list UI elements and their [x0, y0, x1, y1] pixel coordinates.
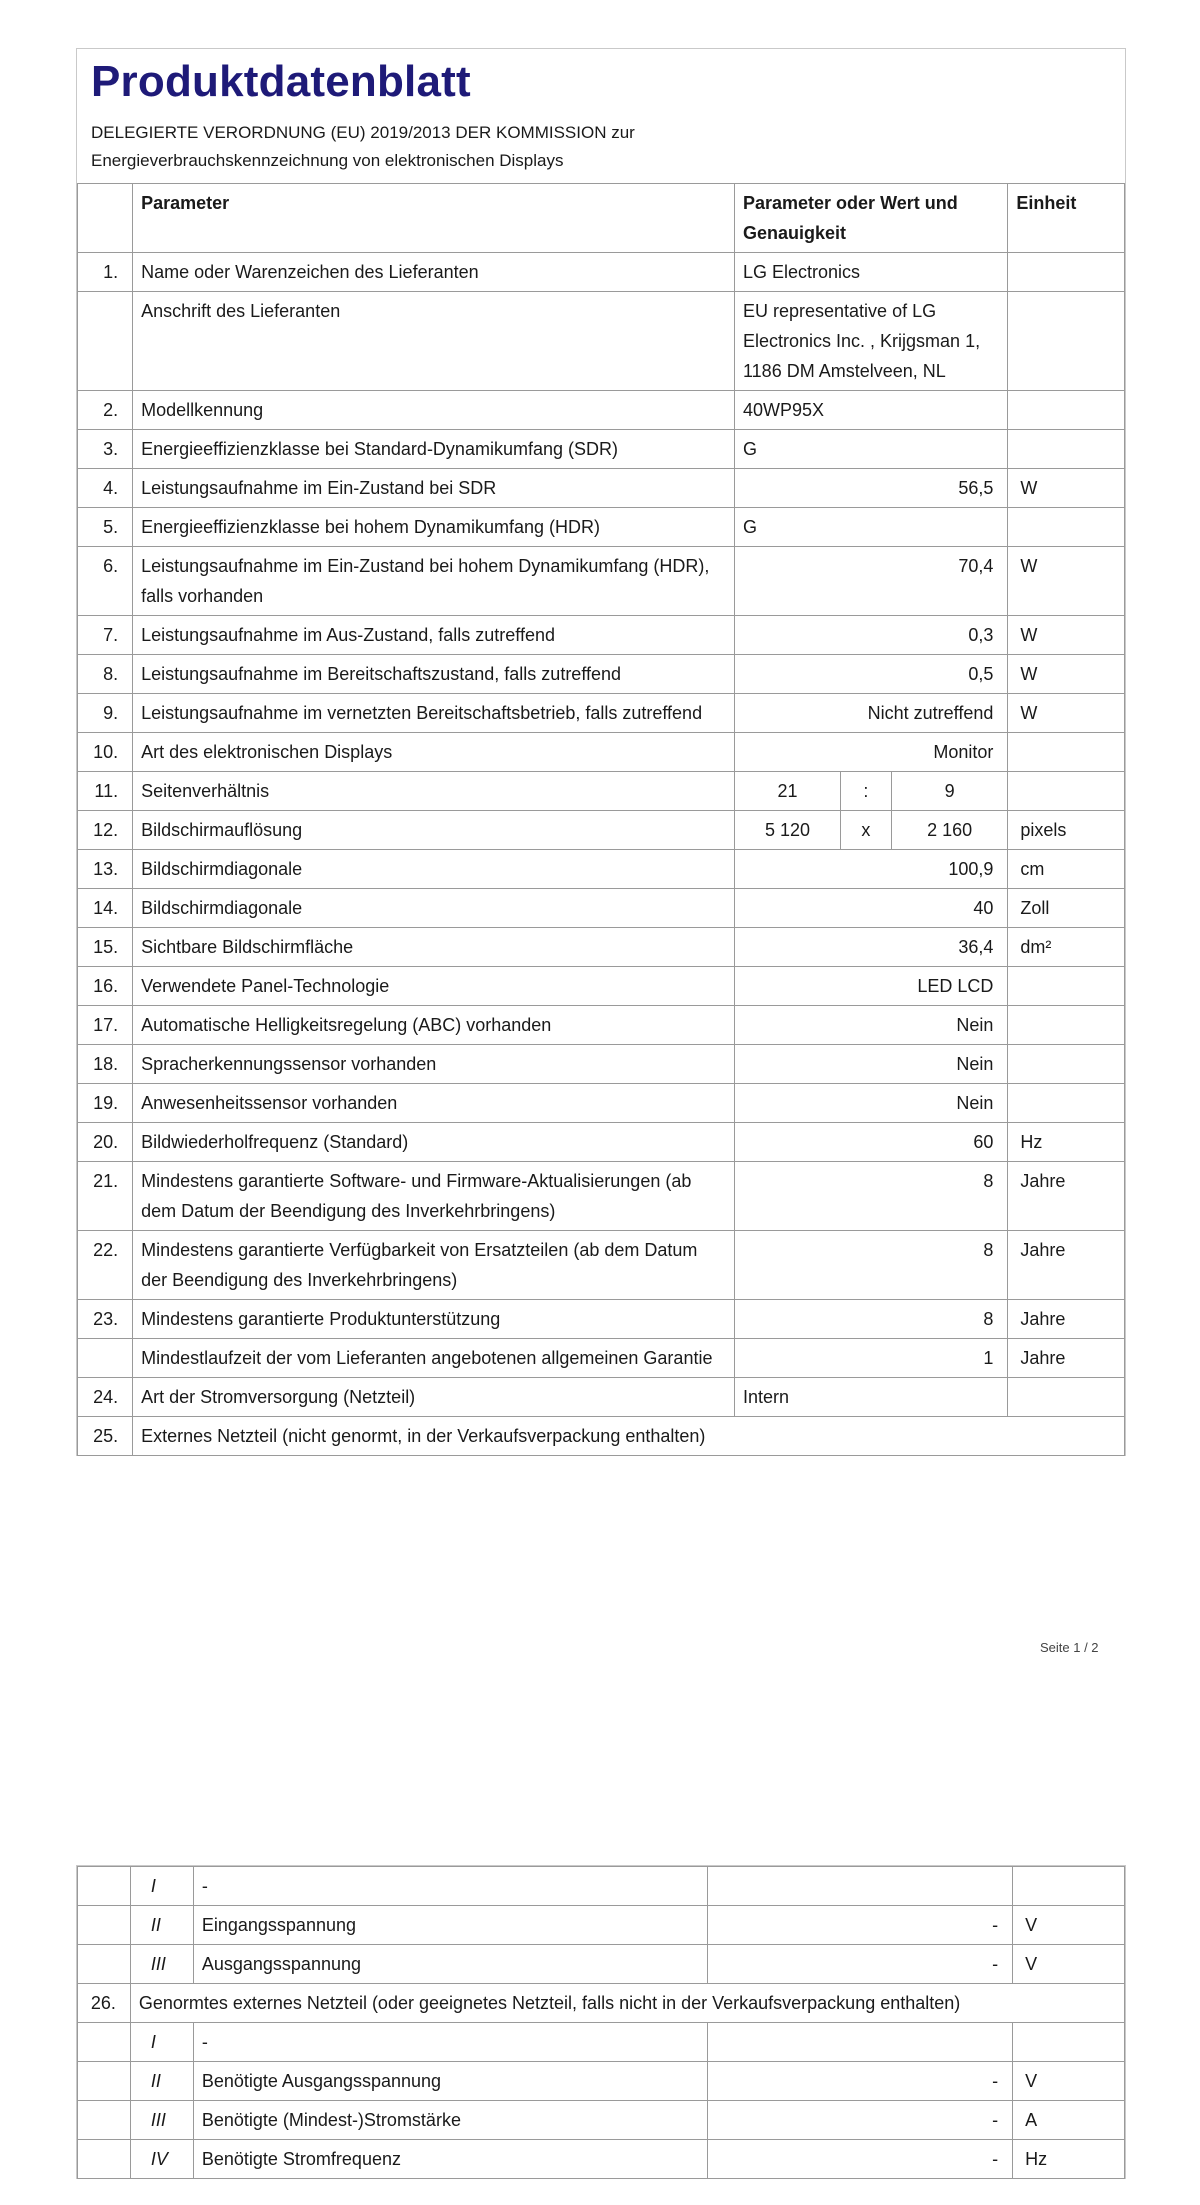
row-value: Nein [735, 1006, 1008, 1045]
row-number: 8. [78, 655, 133, 694]
resolution-width: 5 120 [735, 811, 841, 850]
table-row [78, 616, 1125, 655]
row-unit [1008, 1006, 1125, 1045]
row-number: 10. [78, 733, 133, 772]
row-parameter: Leistungsaufnahme im Aus-Zustand, falls zutreffend [133, 616, 735, 655]
row-unit [1008, 292, 1125, 391]
row-unit: W [1008, 655, 1125, 694]
row-parameter: Anschrift des Lieferanten [133, 292, 735, 391]
table-row [78, 1339, 1125, 1378]
row-parameter: Automatische Helligkeitsregelung (ABC) vorhanden [133, 1006, 735, 1045]
sub-row-label: - [193, 2023, 707, 2062]
sub-row-value: - [708, 1945, 1013, 1984]
table-row [78, 1084, 1125, 1123]
row-number: 23. [78, 1300, 133, 1339]
row-parameter: Spracherkennungssensor vorhanden [133, 1045, 735, 1084]
row-value: 56,5 [735, 469, 1008, 508]
datasheet-page-2 [76, 1865, 1126, 2179]
sub-row-label: Benötigte Ausgangsspannung [193, 2062, 707, 2101]
row-parameter: Leistungsaufnahme im Ein-Zustand bei SDR [133, 469, 735, 508]
column-header-value: Parameter oder Wert und Genauigkeit [735, 184, 1008, 253]
row-number [78, 1339, 133, 1378]
resolution-separator: x [840, 811, 891, 850]
row-parameter: Mindestens garantierte Produktunterstützung [133, 1300, 735, 1339]
aspect-width: 21 [735, 772, 841, 811]
row-number: 19. [78, 1084, 133, 1123]
sub-row-roman: I [130, 1867, 193, 1906]
row-unit: W [1008, 547, 1125, 616]
resolution-height: 2 160 [891, 811, 1008, 850]
sub-row-value: - [708, 1906, 1013, 1945]
row-parameter: Anwesenheitssensor vorhanden [133, 1084, 735, 1123]
row-number: 1. [78, 253, 133, 292]
table-row [78, 694, 1125, 733]
sub-row-label: Ausgangsspannung [193, 1945, 707, 1984]
row-value: 0,5 [735, 655, 1008, 694]
sub-row-unit: A [1013, 2101, 1125, 2140]
sub-row-value [708, 1867, 1013, 1906]
row-unit: Zoll [1008, 889, 1125, 928]
row-parameter: Sichtbare Bildschirmfläche [133, 928, 735, 967]
table-row-26: 26. Genormtes externes Netzteil (oder geeignetes Netzteil, falls nicht in der Verkaufsverpackung enthalten) [78, 1984, 1125, 2023]
row-number: 15. [78, 928, 133, 967]
row-number: 13. [78, 850, 133, 889]
sub-row-unit: V [1013, 2062, 1125, 2101]
sub-row-roman: I [130, 2023, 193, 2062]
row-parameter: Leistungsaufnahme im Bereitschaftszustand, falls zutreffend [133, 655, 735, 694]
row-parameter: Energieeffizienzklasse bei Standard-Dynamikumfang (SDR) [133, 430, 735, 469]
page-number: Seite 1 / 2 [1040, 1640, 1099, 1655]
row-value: 40WP95X [735, 391, 1008, 430]
row-value: G [735, 430, 1008, 469]
sub-row-label: Eingangsspannung [193, 1906, 707, 1945]
table-row [78, 430, 1125, 469]
table-row [78, 850, 1125, 889]
row-unit [1008, 1045, 1125, 1084]
table-header-row [78, 184, 1125, 253]
row-unit: W [1008, 616, 1125, 655]
row-number [78, 292, 133, 391]
table-row [78, 967, 1125, 1006]
sub-row [78, 1867, 1125, 1906]
row-value: 8 [735, 1162, 1008, 1231]
row-unit [1008, 967, 1125, 1006]
row-parameter: Bildwiederholfrequenz (Standard) [133, 1123, 735, 1162]
sub-row-unit: V [1013, 1906, 1125, 1945]
row-value: 100,9 [735, 850, 1008, 889]
row-value: Nicht zutreffend [735, 694, 1008, 733]
row-number: 20. [78, 1123, 133, 1162]
aspect-separator: : [840, 772, 891, 811]
row-value: 40 [735, 889, 1008, 928]
row-value: 8 [735, 1300, 1008, 1339]
sub-row-unit: Hz [1013, 2140, 1125, 2179]
row-value: EU representative of LG Electronics Inc. , Krijgsman 1, 1186 DM Amstelveen, NL [735, 292, 1008, 391]
row-value: 60 [735, 1123, 1008, 1162]
row-number: 4. [78, 469, 133, 508]
row-number: 16. [78, 967, 133, 1006]
row-parameter: Verwendete Panel-Technologie [133, 967, 735, 1006]
row-parameter: Modellkennung [133, 391, 735, 430]
sub-row [78, 1906, 1125, 1945]
row-number: 3. [78, 430, 133, 469]
sub-row-unit: V [1013, 1945, 1125, 1984]
sub-row-value: - [708, 2101, 1013, 2140]
row-number: 17. [78, 1006, 133, 1045]
row-unit [1008, 253, 1125, 292]
table-row [78, 253, 1125, 292]
sub-row-label: - [193, 1867, 707, 1906]
row-parameter: Bildschirmdiagonale [133, 889, 735, 928]
sub-row-value: - [708, 2140, 1013, 2179]
row-unit: W [1008, 469, 1125, 508]
row-value: 0,3 [735, 616, 1008, 655]
table-row [78, 1162, 1125, 1231]
row-parameter: Mindestlaufzeit der vom Lieferanten angebotenen allgemeinen Garantie [133, 1339, 735, 1378]
datasheet-table-continued [77, 1866, 1125, 2179]
row-unit [1008, 391, 1125, 430]
row-parameter: Bildschirmdiagonale [133, 850, 735, 889]
table-row [78, 508, 1125, 547]
row-unit: Jahre [1008, 1300, 1125, 1339]
page-subtitle [77, 109, 1125, 183]
sub-row-label: Benötigte Stromfrequenz [193, 2140, 707, 2179]
table-row [78, 292, 1125, 391]
table-row-24: 24. Art der Stromversorgung (Netzteil) Intern [78, 1378, 1125, 1417]
row-number: 18. [78, 1045, 133, 1084]
row-parameter: Name oder Warenzeichen des Lieferanten [133, 253, 735, 292]
table-row [78, 1300, 1125, 1339]
row-unit: Jahre [1008, 1231, 1125, 1300]
table-row [78, 1006, 1125, 1045]
row-value: 70,4 [735, 547, 1008, 616]
sub-row [78, 1945, 1125, 1984]
row-value: LG Electronics [735, 253, 1008, 292]
row-parameter: Energieeffizienzklasse bei hohem Dynamikumfang (HDR) [133, 508, 735, 547]
sub-row-roman: IV [130, 2140, 193, 2179]
row-unit: dm² [1008, 928, 1125, 967]
sub-row-roman: II [130, 1906, 193, 1945]
subtitle-line-1: DELEGIERTE VERORDNUNG (EU) 2019/2013 DER KOMMISSION zur [91, 123, 635, 142]
row-number: 2. [78, 391, 133, 430]
table-row [78, 547, 1125, 616]
row-parameter: Leistungsaufnahme im vernetzten Bereitschaftsbetrieb, falls zutreffend [133, 694, 735, 733]
row-number: 6. [78, 547, 133, 616]
table-row [78, 469, 1125, 508]
sub-row-unit [1013, 2023, 1125, 2062]
row-unit: cm [1008, 850, 1125, 889]
datasheet-table [77, 183, 1125, 1456]
sub-row-roman: II [130, 2062, 193, 2101]
sub-row [78, 2101, 1125, 2140]
column-header-unit: Einheit [1008, 184, 1125, 253]
sub-row [78, 2062, 1125, 2101]
table-row-aspect: 11. Seitenverhältnis 21 : 9 [78, 772, 1125, 811]
table-row [78, 1123, 1125, 1162]
row-value: LED LCD [735, 967, 1008, 1006]
row-value: Nein [735, 1045, 1008, 1084]
row-value: Nein [735, 1084, 1008, 1123]
column-header-parameter: Parameter [133, 184, 735, 253]
row-value: Monitor [735, 733, 1008, 772]
row-value: 1 [735, 1339, 1008, 1378]
aspect-height: 9 [891, 772, 1008, 811]
row-unit: Hz [1008, 1123, 1125, 1162]
datasheet-page-1 [76, 48, 1126, 1456]
row-value: G [735, 508, 1008, 547]
table-row-resolution: 12. Bildschirmauflösung 5 120 x 2 160 pixels [78, 811, 1125, 850]
table-row [78, 391, 1125, 430]
table-row [78, 1231, 1125, 1300]
row-number: 22. [78, 1231, 133, 1300]
table-row [78, 928, 1125, 967]
table-row [78, 1045, 1125, 1084]
sub-row [78, 2023, 1125, 2062]
row-number: 7. [78, 616, 133, 655]
sub-row-unit [1013, 1867, 1125, 1906]
subtitle-line-2: Energieverbrauchskennzeichnung von elektronischen Displays [91, 151, 564, 170]
row-unit [1008, 430, 1125, 469]
page-title: Produktdatenblatt [91, 57, 471, 106]
row-number: 9. [78, 694, 133, 733]
row-parameter: Art des elektronischen Displays [133, 733, 735, 772]
sub-row-roman: III [130, 1945, 193, 1984]
row-parameter: Mindestens garantierte Software- und Firmware-Aktualisierungen (ab dem Datum der Beendigung des Inverkehrbringens) [133, 1162, 735, 1231]
row-number: 14. [78, 889, 133, 928]
table-row [78, 889, 1125, 928]
table-row [78, 733, 1125, 772]
row-unit: W [1008, 694, 1125, 733]
row-parameter: Mindestens garantierte Verfügbarkeit von Ersatzteilen (ab dem Datum der Beendigung des Inverkehrbringens) [133, 1231, 735, 1300]
row-value: 36,4 [735, 928, 1008, 967]
sub-row-label: Benötigte (Mindest-)Stromstärke [193, 2101, 707, 2140]
row-unit [1008, 733, 1125, 772]
row-unit: Jahre [1008, 1162, 1125, 1231]
row-number: 21. [78, 1162, 133, 1231]
row-unit [1008, 508, 1125, 547]
sub-row-value: - [708, 2062, 1013, 2101]
row-parameter: Leistungsaufnahme im Ein-Zustand bei hohem Dynamikumfang (HDR), falls vorhanden [133, 547, 735, 616]
row-value: 8 [735, 1231, 1008, 1300]
row-unit [1008, 1084, 1125, 1123]
row-number: 5. [78, 508, 133, 547]
table-row [78, 655, 1125, 694]
sub-row-value [708, 2023, 1013, 2062]
sub-row-roman: III [130, 2101, 193, 2140]
sub-row [78, 2140, 1125, 2179]
row-unit: Jahre [1008, 1339, 1125, 1378]
table-row-25: 25. Externes Netzteil (nicht genormt, in der Verkaufsverpackung enthalten) [78, 1417, 1125, 1456]
